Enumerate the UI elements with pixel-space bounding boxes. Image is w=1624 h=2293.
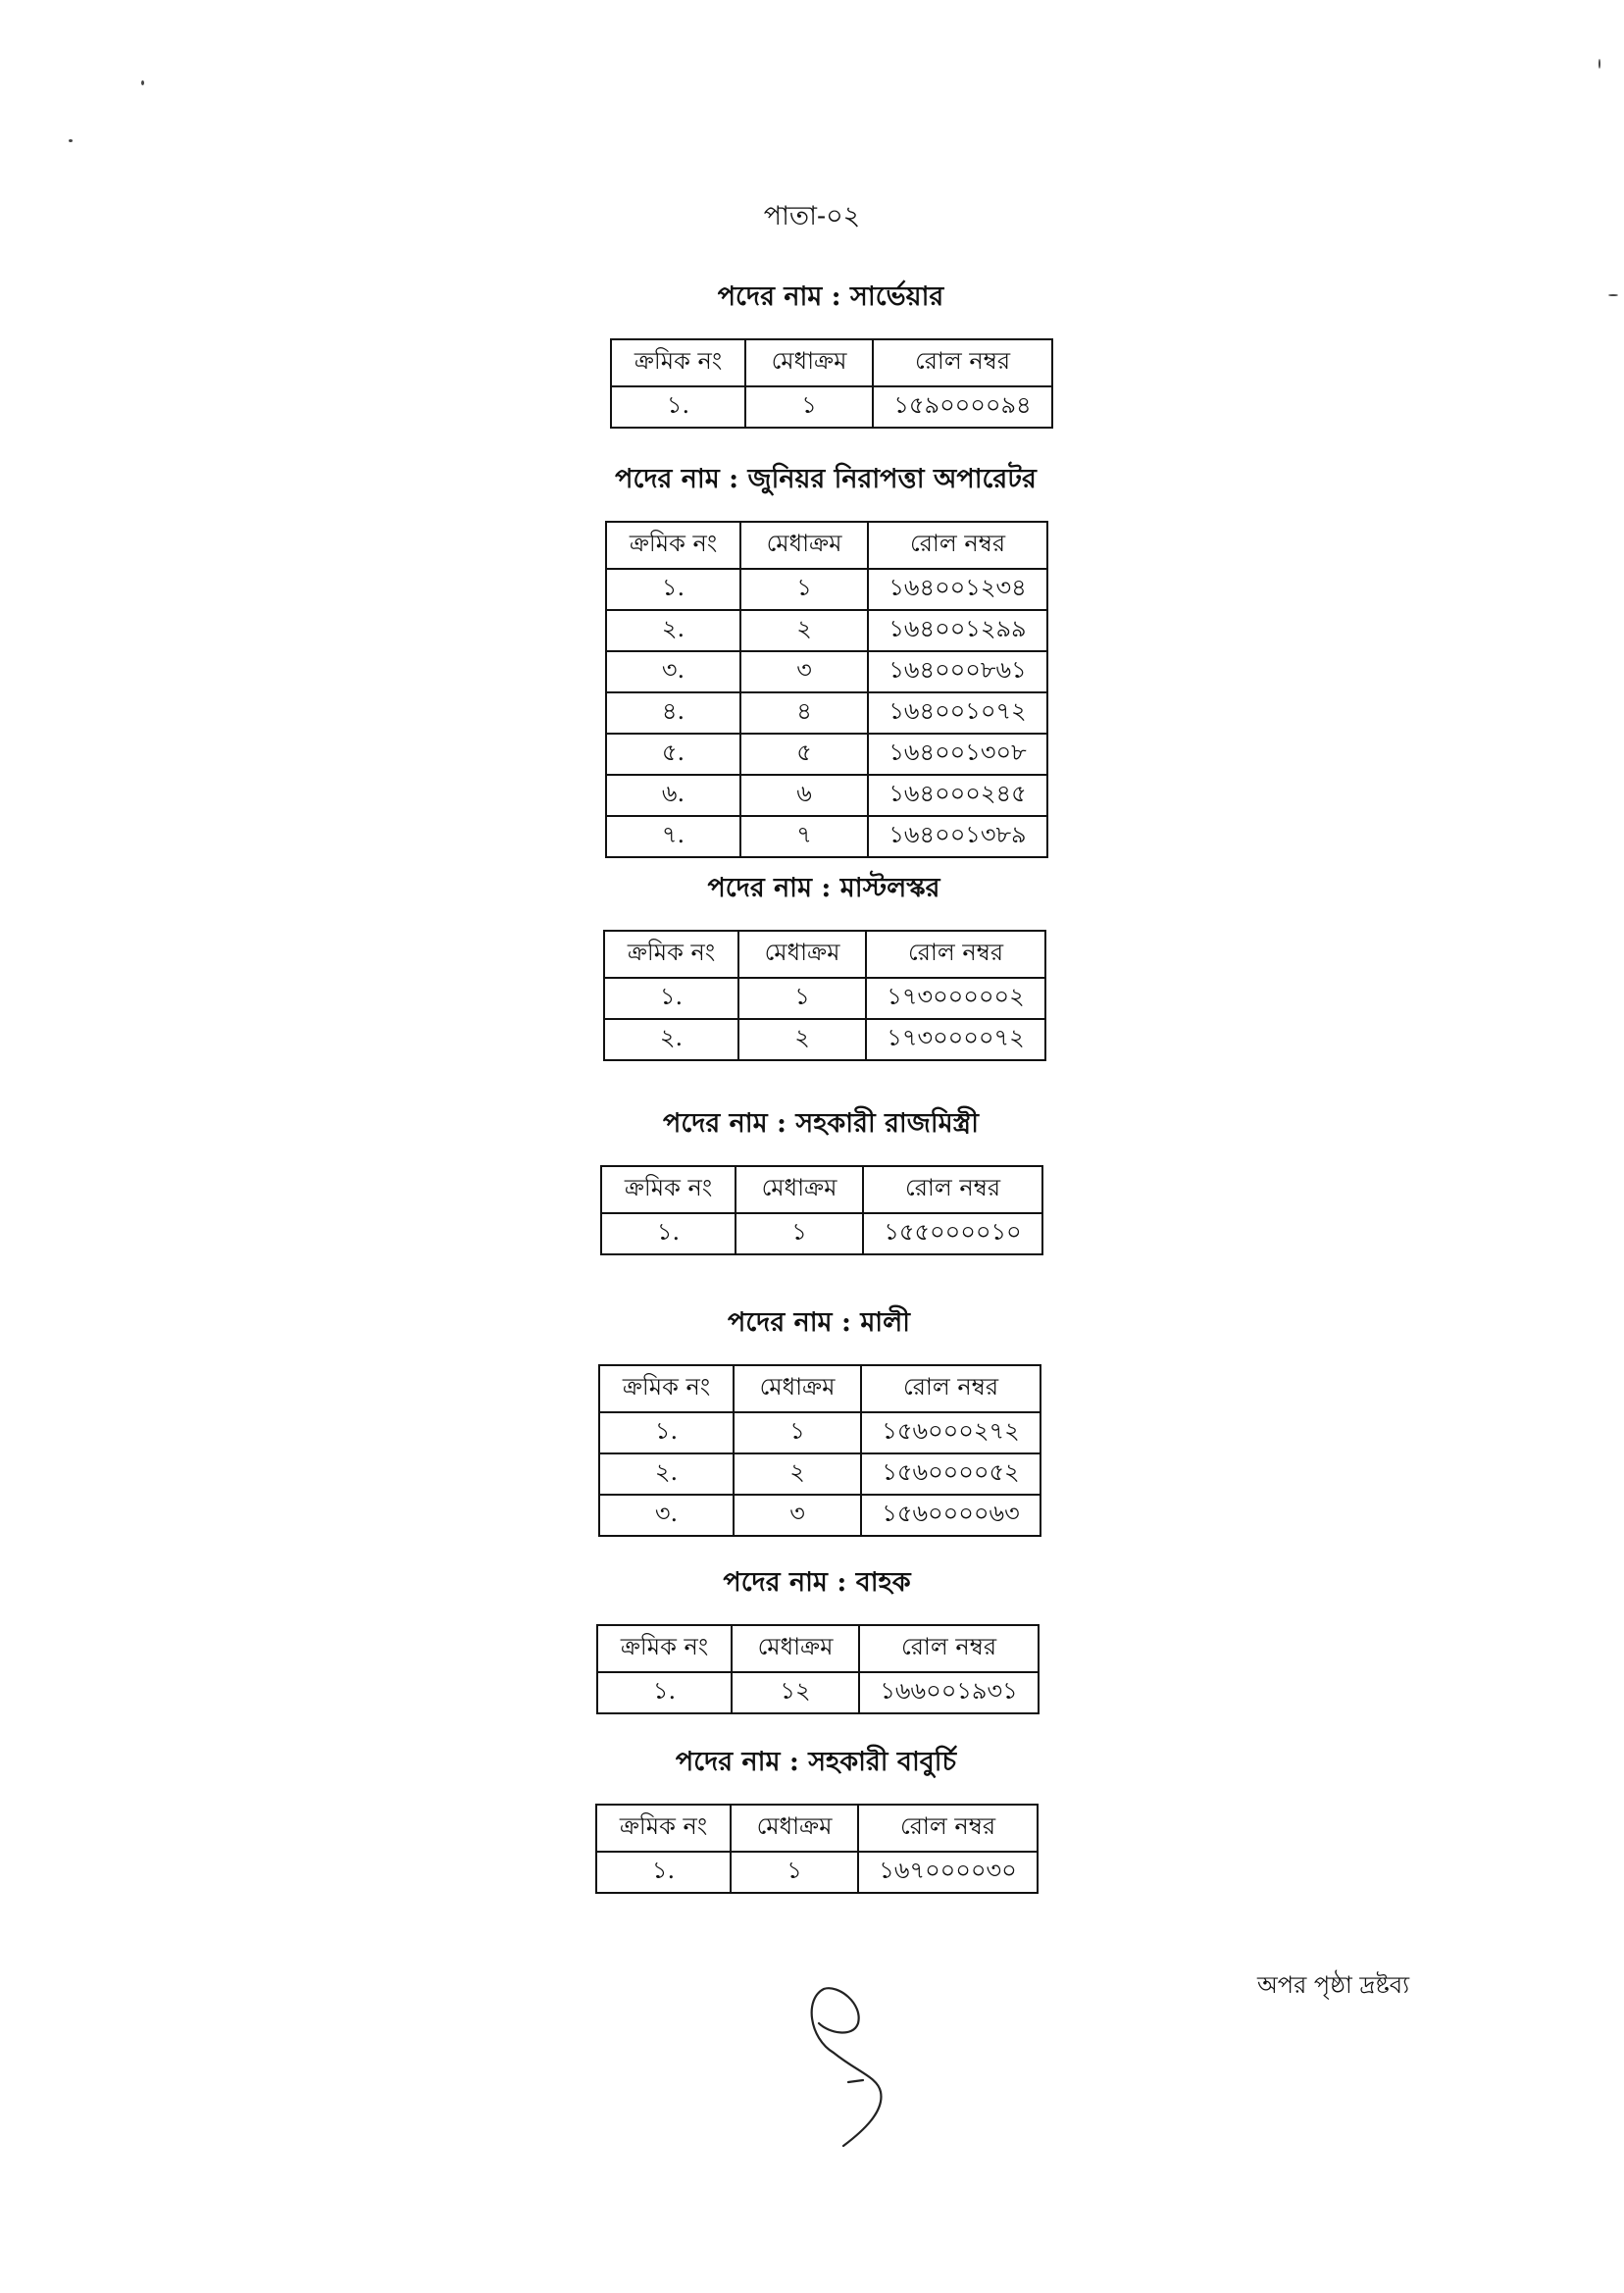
- header-merit: মেধাক্রম: [740, 522, 868, 569]
- cell-serial: ৫.: [606, 734, 740, 775]
- table-row: [601, 1213, 1042, 1254]
- cell-serial: ১.: [599, 1412, 734, 1453]
- cell-merit: ১২: [732, 1672, 859, 1713]
- cell-merit: ২: [738, 1019, 866, 1060]
- cell-serial: ১.: [597, 1672, 732, 1713]
- post-title: পদের নাম : মালী: [728, 1307, 910, 1338]
- scan-speck: [1599, 59, 1600, 69]
- cell-merit: ৩: [734, 1495, 861, 1536]
- header-serial: ক্রমিক নং: [597, 1625, 732, 1672]
- table-row: [597, 1672, 1039, 1713]
- cell-merit: ২: [740, 610, 868, 651]
- header-roll: রোল নম্বর: [863, 1166, 1042, 1213]
- cell-roll: ১৫৬০০০০৬৩: [861, 1495, 1040, 1536]
- header-roll: রোল নম্বর: [858, 1805, 1038, 1852]
- post-title: পদের নাম : বাহক: [723, 1567, 911, 1598]
- cell-merit: ১: [738, 978, 866, 1019]
- cell-merit: ৫: [740, 734, 868, 775]
- cell-merit: ২: [734, 1453, 861, 1495]
- table-header-row: [599, 1365, 1040, 1412]
- cell-roll: ১৫৬০০০২৭২: [861, 1412, 1040, 1453]
- cell-roll: ১৭৩০০০০৭২: [866, 1019, 1045, 1060]
- result-table: [596, 1624, 1040, 1714]
- cell-serial: ৬.: [606, 775, 740, 816]
- table-row: [606, 734, 1047, 775]
- header-merit: মেধাক্রম: [738, 931, 866, 978]
- header-roll: রোল নম্বর: [859, 1625, 1039, 1672]
- cell-merit: ১: [745, 386, 873, 428]
- post-section: [595, 1742, 1037, 1894]
- cell-roll: ১৬৭০০০০৩০: [858, 1852, 1038, 1893]
- cell-serial: ৩.: [599, 1495, 734, 1536]
- cell-roll: ১৫৯০০০০৯৪: [873, 386, 1052, 428]
- table-row: [604, 1019, 1045, 1060]
- cell-serial: ৭.: [606, 816, 740, 857]
- scan-speck: [69, 139, 73, 142]
- table-row: [606, 569, 1047, 610]
- header-roll: রোল নম্বর: [868, 522, 1047, 569]
- cell-merit: ৪: [740, 692, 868, 734]
- cell-serial: ১.: [604, 978, 738, 1019]
- header-roll: রোল নম্বর: [861, 1365, 1040, 1412]
- cell-roll: ১৫৫০০০০১০: [863, 1213, 1042, 1254]
- table-row: [611, 386, 1052, 428]
- post-section: [596, 1562, 1038, 1714]
- cell-roll: ১৬৪০০১২৩৪: [868, 569, 1047, 610]
- post-title: পদের নাম : সহকারী বাবুর্চি: [675, 1747, 957, 1777]
- cell-roll: ১৬৪০০০২৪৫: [868, 775, 1047, 816]
- table-row: [606, 816, 1047, 857]
- table-row: [599, 1412, 1040, 1453]
- table-header-row: [601, 1166, 1042, 1213]
- cell-serial: ৩.: [606, 651, 740, 692]
- cell-serial: ১.: [596, 1852, 731, 1893]
- result-table: [603, 930, 1046, 1061]
- header-serial: ক্রমিক নং: [606, 522, 740, 569]
- cell-serial: ৪.: [606, 692, 740, 734]
- cell-roll: ১৬৪০০০৮৬১: [868, 651, 1047, 692]
- header-merit: মেধাক্রম: [732, 1625, 859, 1672]
- post-title: পদের নাম : সার্ভেয়ার: [717, 281, 944, 312]
- scan-speck: [141, 80, 144, 85]
- result-table: [598, 1364, 1041, 1537]
- cell-merit: ১: [731, 1852, 858, 1893]
- table-row: [606, 692, 1047, 734]
- table-row: [606, 775, 1047, 816]
- cell-merit: ৭: [740, 816, 868, 857]
- cell-roll: ১৫৬০০০০৫২: [861, 1453, 1040, 1495]
- header-serial: ক্রমিক নং: [611, 339, 745, 386]
- result-table: [600, 1165, 1043, 1255]
- post-section: [610, 277, 1051, 429]
- table-header-row: [606, 522, 1047, 569]
- cell-serial: ১.: [611, 386, 745, 428]
- post-section: [603, 868, 1044, 1061]
- cell-roll: ১৬৪০০১৩৮৯: [868, 816, 1047, 857]
- cell-roll: ১৬৪০০১৩০৮: [868, 734, 1047, 775]
- cell-roll: ১৬৬০০১৯৩১: [859, 1672, 1039, 1713]
- signature: [804, 1979, 932, 2156]
- header-serial: ক্রমিক নং: [596, 1805, 731, 1852]
- cell-roll: ১৬৪০০১২৯৯: [868, 610, 1047, 651]
- table-header-row: [611, 339, 1052, 386]
- post-section: [605, 459, 1046, 858]
- cell-serial: ২.: [604, 1019, 738, 1060]
- cell-roll: ১৬৪০০১০৭২: [868, 692, 1047, 734]
- header-roll: রোল নম্বর: [866, 931, 1045, 978]
- cell-merit: ১: [740, 569, 868, 610]
- table-row: [599, 1453, 1040, 1495]
- header-merit: মেধাক্রম: [736, 1166, 863, 1213]
- post-section: [598, 1302, 1040, 1537]
- post-section: [600, 1103, 1041, 1255]
- header-serial: ক্রমিক নং: [601, 1166, 736, 1213]
- table-header-row: [604, 931, 1045, 978]
- scan-speck: [1608, 294, 1618, 296]
- result-table: [610, 338, 1053, 429]
- table-row: [606, 651, 1047, 692]
- header-roll: রোল নম্বর: [873, 339, 1052, 386]
- header-merit: মেধাক্রম: [745, 339, 873, 386]
- header-merit: মেধাক্রম: [731, 1805, 858, 1852]
- cell-serial: ১.: [601, 1213, 736, 1254]
- cell-serial: ১.: [606, 569, 740, 610]
- result-table: [605, 521, 1048, 858]
- header-serial: ক্রমিক নং: [599, 1365, 734, 1412]
- continued-note: অপর পৃষ্ঠা দ্রষ্টব্য: [1257, 1971, 1410, 1999]
- post-title: পদের নাম : মাস্টলস্কর: [707, 873, 940, 903]
- result-table: [595, 1804, 1039, 1894]
- cell-merit: ১: [734, 1412, 861, 1453]
- page-label: পাতা-০২: [763, 201, 861, 231]
- table-header-row: [597, 1625, 1039, 1672]
- table-row: [596, 1852, 1038, 1893]
- cell-merit: ৩: [740, 651, 868, 692]
- header-serial: ক্রমিক নং: [604, 931, 738, 978]
- post-title: পদের নাম : সহকারী রাজমিস্ত্রী: [663, 1108, 979, 1139]
- table-header-row: [596, 1805, 1038, 1852]
- cell-serial: ২.: [599, 1453, 734, 1495]
- table-row: [606, 610, 1047, 651]
- header-merit: মেধাক্রম: [734, 1365, 861, 1412]
- post-title: পদের নাম : জুনিয়র নিরাপত্তা অপারেটর: [615, 464, 1037, 494]
- table-row: [604, 978, 1045, 1019]
- cell-roll: ১৭৩০০০০০২: [866, 978, 1045, 1019]
- cell-merit: ১: [736, 1213, 863, 1254]
- cell-merit: ৬: [740, 775, 868, 816]
- table-row: [599, 1495, 1040, 1536]
- cell-serial: ২.: [606, 610, 740, 651]
